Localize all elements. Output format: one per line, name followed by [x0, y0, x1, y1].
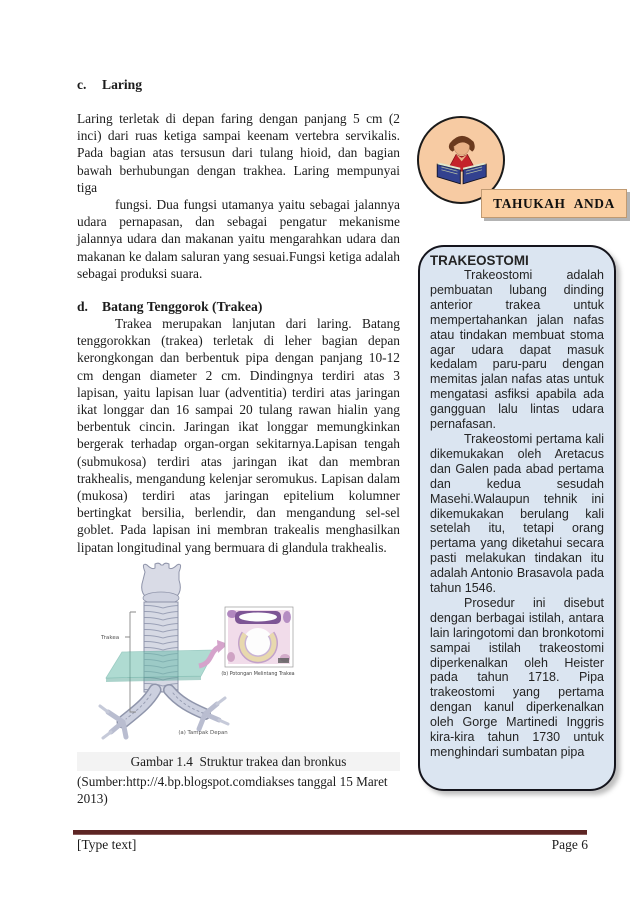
- infobox-title: TRAKEOSTOMI: [430, 253, 529, 268]
- figure-trachea: [77, 562, 400, 750]
- main-text-column: [77, 76, 400, 807]
- figure-source: [77, 773, 400, 807]
- infobox-paragraph-2: Trakeostomi pertama kali dikemukakan oleh Aretacus dan Galen pada abad pertama dan kedua sesudah Masehi.Walaupun tehnik ini dikemukakan berulang kali setelah itu, tetapi orang pertama yang diketahui secara pasti melakukan tindakan itu adalah Antonio Brasavola pada tahun 1546.: [430, 431, 604, 596]
- figure-source-line2: 2013): [77, 790, 108, 806]
- infobox-paragraph-1: Trakeostomi adalah pembuatan lubang dinding anterior trakea untuk mempertahankan jalan nafas atau tindakan membuat stoma agar udara dapat masuk kedalam paru-paru dengan memitas jalan nafas atas untuk mengatasi asfiksi apabila ada gangguan lalu lintas udara pernafasan.: [430, 268, 604, 432]
- footer-divider-rule: [73, 830, 587, 835]
- section-c-paragraph-1: Laring terletak di depan faring dengan panjang 5 cm (2 inci) dari ruas ketiga sampai keenam vertebra servikalis. Pada bagian atas tersusun dari tulang hioid, dan bagian bawah berhubungan dengan trakhea. Laring mempunyai tiga: [77, 111, 400, 195]
- footer-page-number: Page 6: [551, 837, 588, 852]
- front-view-label: (a) Tampak Depan: [178, 729, 228, 736]
- trachea-illustration: [95, 562, 305, 748]
- section-c-heading: [77, 76, 400, 93]
- cross-section-label: (b) Potongan Melintang Trakea: [221, 671, 295, 677]
- larynx-shape: [142, 563, 181, 604]
- section-d-title: Batang Tenggorok (Trakea): [102, 299, 263, 315]
- section-c-paragraph-2: fungsi. Dua fungsi utamanya yaitu sebagai jalannya udara pernapasan, dan sebagai pengatur mekanisme jalannya udara dan makanan yaitu mengarahkan udara dan makanan ke dalam saluran yang sesuai.Fungsi ketiga adalah sebagai produksi suara.: [77, 197, 400, 281]
- person-reading-book-icon: [426, 125, 496, 195]
- section-d-label: d.: [77, 299, 88, 315]
- infobox-paragraph-3: Prosedur ini disebut dengan berbagai istilah, antara lain laringotomi dan bronkotomi sampai istilah trakeostomi diperkenalkan oleh Heister pada tahun 1718. Pipa trakeostomi yang pertama dengan kanul diperkenalkan oleh Gorge Martinedi Inggris kira-kira tahun 1730 untuk menghindari sumbatan pipa: [430, 595, 604, 759]
- section-c-title: Laring: [102, 77, 143, 92]
- did-you-know-badge: TAHUKAH ANDA: [481, 189, 627, 218]
- cutting-plane: [106, 650, 215, 682]
- section-d-paragraph: Trakea merupakan lanjutan dari laring. Batang tenggorokkan (trakea) terletak di leher bagian depan kerongkongan dan berbentuk pipa dengan panjang 10-12 cm dengan diameter 2 cm. Dindingnya terdiri atas 3 lapisan, yaitu lapisan luar (adventitia) terdiri atas jaringan ikat longgar dan 16 sampai 20 tulang rawan hialin yang berbentuk cincin. Jaringan ikat longgar memungkinkan bergerak terhadap organ-organ sekitarnya.Lapisan tengah (submukosa) terdiri atas jaringan ikat dan membran trakhealis, mengandung kelenjar seromukus. Lapisan dalam (mukosa) terdiri atas jaringan epitelium kolumner bertingkat bersilia, berlendir, dan mengandung sel-sel goblet. Pada lapisan ini membran trakealis menghasilkan lipatan longitudinal yang bermuara di glandula trakhealis.: [77, 316, 400, 555]
- footer-type-text: [Type text]: [77, 837, 137, 852]
- section-d-heading: [77, 298, 400, 315]
- section-c-label: c.: [77, 77, 87, 92]
- figure-source-line1: (Sumber:http://4.bp.blogspot.comdiakses tanggal 15 Maret: [77, 773, 388, 789]
- histology-inset: [225, 607, 293, 667]
- tracheostomy-infobox: [418, 245, 616, 791]
- figure-caption: Gambar 1.4 Struktur trakea dan bronkus: [77, 752, 400, 771]
- trachea-label: Trakea: [101, 634, 120, 641]
